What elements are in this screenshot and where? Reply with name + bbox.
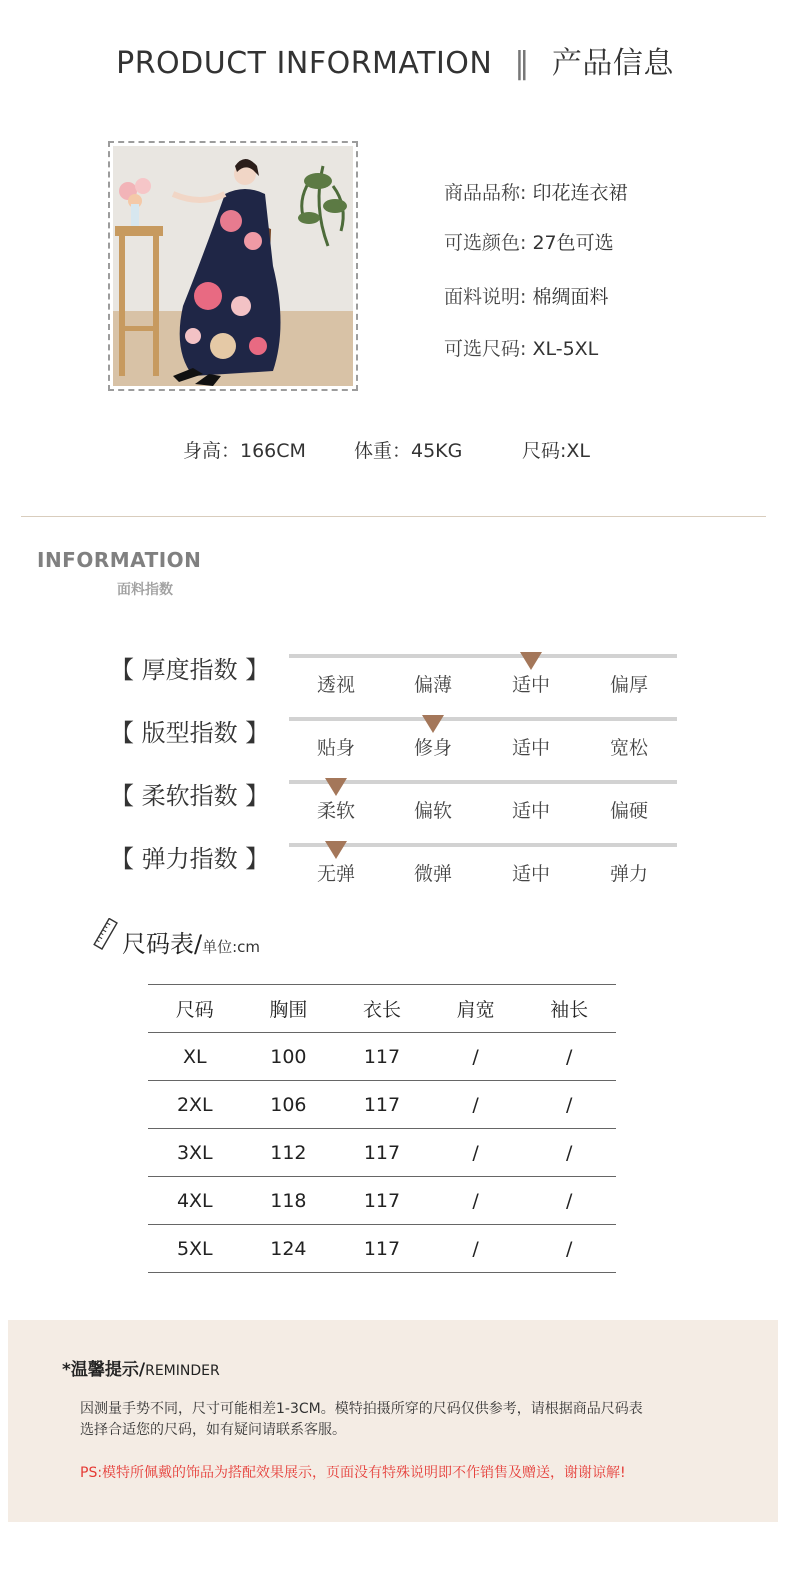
table-cell: 118 [242, 1177, 336, 1225]
reminder-line-2: 选择合适您的尺码，如有疑问请联系客服。 [80, 1422, 346, 1438]
spec-value: XL-5XL [532, 338, 599, 360]
index-option: 适中 [511, 863, 550, 885]
table-cell: 124 [242, 1225, 336, 1273]
model-size: 尺码:XL [522, 440, 591, 462]
table-cell: / [429, 1033, 523, 1081]
product-photo [108, 141, 358, 391]
index-label: 【 弹力指数 】 [110, 845, 270, 873]
page-title [0, 38, 790, 82]
table-cell: / [522, 1129, 616, 1177]
index-marker-icon [422, 715, 444, 733]
index-marker-icon [325, 841, 347, 859]
reminder-line-1: 因测量手势不同，尺寸可能相差1-3CM。模特拍摄所穿的尺码仅供参考，请根据商品尺码表 [80, 1401, 643, 1417]
spec-label: 面料说明: [444, 286, 527, 308]
spec-label: 商品品称: [444, 182, 527, 204]
index-option: 偏薄 [413, 674, 452, 696]
table-cell: 117 [335, 1225, 429, 1273]
table-cell: 112 [242, 1129, 336, 1177]
spec-label: 可选尺码: [444, 338, 527, 360]
ruler-icon [92, 918, 120, 950]
index-option: 透视 [316, 674, 355, 696]
index-option: 适中 [511, 737, 550, 759]
table-cell: / [429, 1129, 523, 1177]
table-cell: / [429, 1225, 523, 1273]
table-row [148, 1033, 616, 1081]
index-option: 偏软 [413, 800, 452, 822]
table-cell: 2XL [148, 1081, 242, 1129]
index-scale-bar [289, 780, 677, 784]
spec-fabric [444, 282, 608, 309]
table-row [148, 1081, 616, 1129]
table-cell: 3XL [148, 1129, 242, 1177]
reminder-title-cn: *温馨提示/ [62, 1360, 146, 1380]
table-cell: 4XL [148, 1177, 242, 1225]
title-cn: 产品信息 [551, 46, 674, 81]
index-option: 偏硬 [609, 800, 648, 822]
table-cell: 100 [242, 1033, 336, 1081]
index-marker-icon [325, 778, 347, 796]
index-option: 柔软 [316, 800, 355, 822]
section-divider [21, 516, 766, 517]
index-option: 弹力 [609, 863, 648, 885]
table-cell: / [522, 1225, 616, 1273]
table-cell: / [429, 1081, 523, 1129]
table-cell: 117 [335, 1177, 429, 1225]
model-height: 身高：166CM [183, 440, 306, 462]
size-table [148, 984, 616, 1273]
header-shoulder: 肩宽 [429, 985, 523, 1033]
index-option: 宽松 [609, 737, 648, 759]
index-scale-bar [289, 654, 677, 658]
table-cell: / [522, 1177, 616, 1225]
information-subtitle: 面料指数 [117, 582, 173, 598]
size-chart-title: 尺码表/ [122, 930, 203, 958]
model-weight: 体重：45KG [354, 440, 463, 462]
index-option: 修身 [413, 737, 452, 759]
index-option: 适中 [511, 674, 550, 696]
spec-name [444, 178, 627, 205]
reminder-title-en: REMINDER [145, 1363, 220, 1379]
table-cell: XL [148, 1033, 242, 1081]
table-cell: 117 [335, 1081, 429, 1129]
reminder-ps: PS:模特所佩戴的饰品为搭配效果展示，页面没有特殊说明即不作销售及赠送，谢谢谅解! [80, 1465, 626, 1481]
index-label: 【 柔软指数 】 [110, 782, 270, 810]
index-label: 【 版型指数 】 [110, 719, 270, 747]
title-separator: ‖ [514, 46, 530, 81]
spec-value: 27色可选 [532, 232, 614, 254]
table-cell: / [522, 1033, 616, 1081]
information-title: INFORMATION [37, 548, 202, 572]
reminder-title [62, 1355, 220, 1380]
table-cell: / [522, 1081, 616, 1129]
index-marker-icon [520, 652, 542, 670]
table-cell: 117 [335, 1129, 429, 1177]
index-option: 偏厚 [609, 674, 648, 696]
table-cell: 5XL [148, 1225, 242, 1273]
table-row [148, 1177, 616, 1225]
index-option: 无弹 [316, 863, 355, 885]
index-option: 适中 [511, 800, 550, 822]
index-scale-bar [289, 717, 677, 721]
spec-label: 可选颜色: [444, 232, 527, 254]
spec-color [444, 228, 614, 255]
index-label: 【 厚度指数 】 [110, 656, 270, 684]
index-option: 微弹 [413, 863, 452, 885]
title-en: PRODUCT INFORMATION [116, 46, 493, 81]
table-header-row [148, 985, 616, 1033]
model-photo-illustration [113, 146, 353, 386]
table-cell: 117 [335, 1033, 429, 1081]
table-cell: 106 [242, 1081, 336, 1129]
header-sleeve: 袖长 [522, 985, 616, 1033]
table-cell: / [429, 1177, 523, 1225]
index-scale-bar [289, 843, 677, 847]
spec-value: 印花连衣裙 [532, 182, 628, 204]
index-option: 贴身 [316, 737, 355, 759]
header-chest: 胸围 [242, 985, 336, 1033]
size-chart-unit: 单位:cm [202, 938, 261, 956]
header-length: 衣长 [335, 985, 429, 1033]
size-chart-heading [122, 924, 260, 959]
table-row [148, 1225, 616, 1273]
header-size: 尺码 [148, 985, 242, 1033]
table-row [148, 1129, 616, 1177]
spec-value: 棉绸面料 [532, 286, 609, 308]
spec-size [444, 334, 598, 361]
